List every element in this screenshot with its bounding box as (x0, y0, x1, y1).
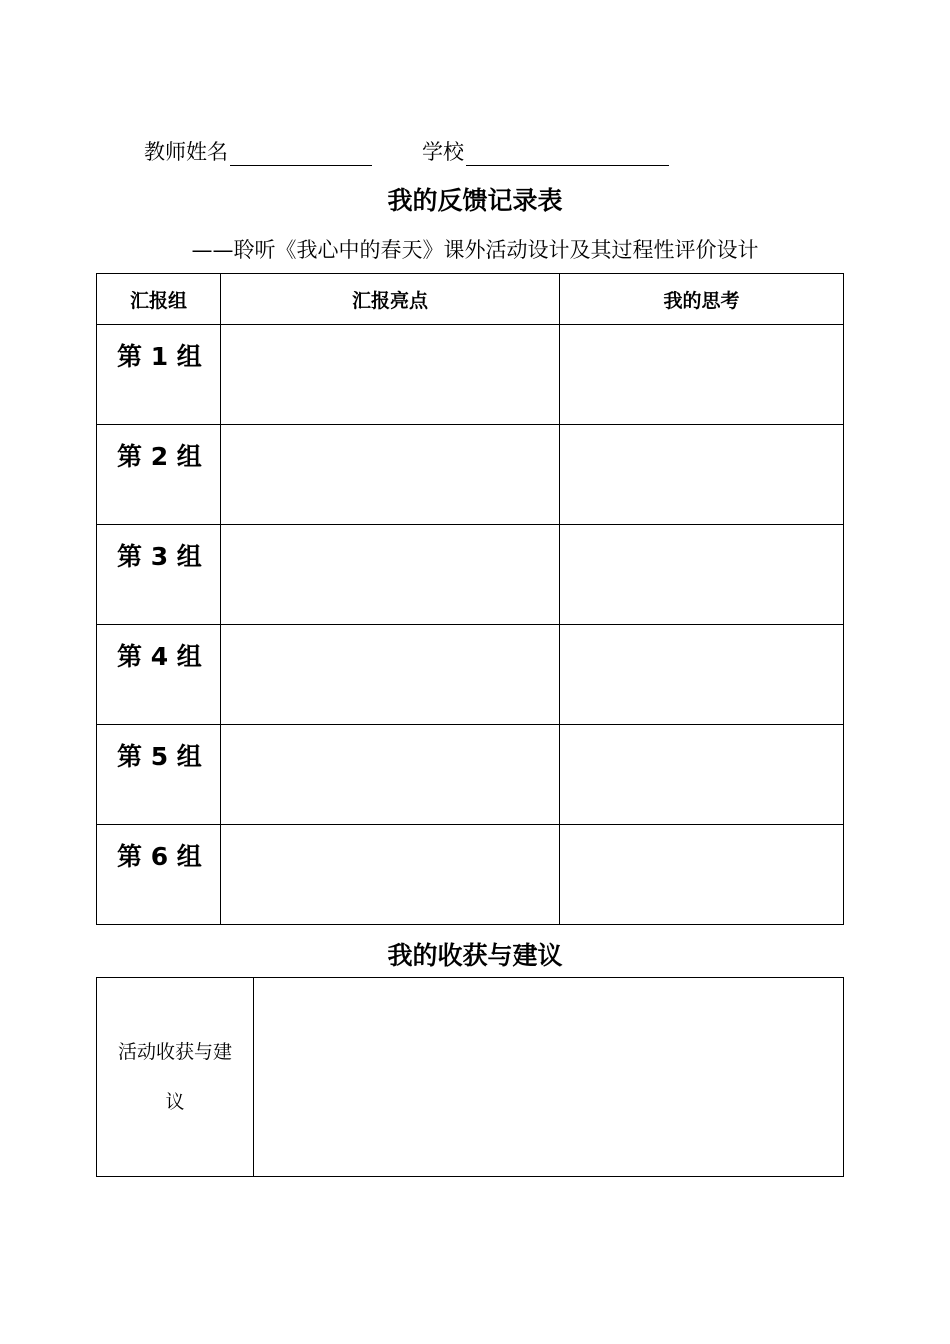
table-row (97, 325, 844, 425)
gains-table (96, 977, 844, 1177)
thoughts-cell[interactable] (560, 825, 844, 925)
thoughts-cell[interactable] (560, 525, 844, 625)
gains-row (97, 978, 844, 1177)
table-row (97, 425, 844, 525)
table-row (97, 525, 844, 625)
table-row (97, 725, 844, 825)
document-subtitle: ——聆听《我心中的春天》课外活动设计及其过程性评价设计 (191, 238, 759, 262)
school-label: 学校 (422, 140, 464, 164)
gains-section-title: 我的收获与建议 (387, 941, 563, 970)
thoughts-cell[interactable] (560, 725, 844, 825)
highlights-cell[interactable] (221, 525, 560, 625)
thoughts-cell[interactable] (560, 425, 844, 525)
group-label: 第 5 组 (97, 725, 221, 825)
column-header-thoughts: 我的思考 (560, 274, 844, 325)
highlights-cell[interactable] (221, 325, 560, 425)
highlights-cell[interactable] (221, 725, 560, 825)
highlights-cell[interactable] (221, 825, 560, 925)
highlights-cell[interactable] (221, 625, 560, 725)
highlights-cell[interactable] (221, 425, 560, 525)
teacher-name-label: 教师姓名 (144, 140, 228, 164)
document-title: 我的反馈记录表 (387, 186, 563, 215)
school-field[interactable] (466, 141, 669, 166)
gains-content-cell[interactable] (254, 978, 844, 1177)
gains-label: 活动收获与建议 (97, 978, 254, 1177)
column-header-highlights: 汇报亮点 (221, 274, 560, 325)
header-fields (144, 136, 669, 166)
column-header-group: 汇报组 (97, 274, 221, 325)
thoughts-cell[interactable] (560, 325, 844, 425)
group-label: 第 4 组 (97, 625, 221, 725)
table-row (97, 825, 844, 925)
group-label: 第 1 组 (97, 325, 221, 425)
table-row (97, 625, 844, 725)
group-label: 第 2 组 (97, 425, 221, 525)
table-header-row (97, 274, 844, 325)
thoughts-cell[interactable] (560, 625, 844, 725)
teacher-name-field[interactable] (230, 141, 372, 166)
group-label: 第 3 组 (97, 525, 221, 625)
group-label: 第 6 组 (97, 825, 221, 925)
feedback-table (96, 273, 844, 925)
